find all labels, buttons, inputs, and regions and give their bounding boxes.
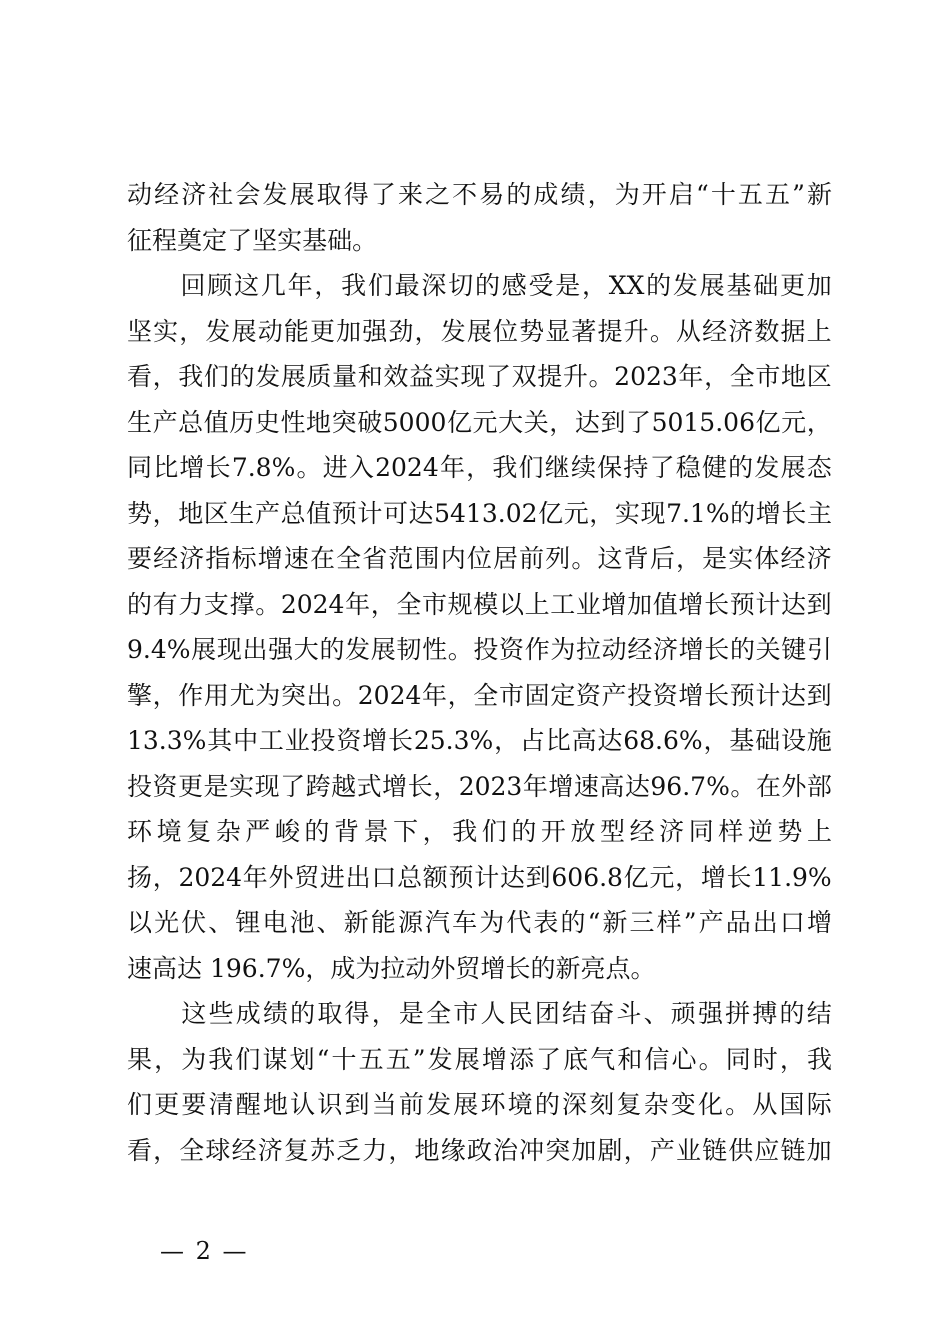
text-line: 这 些 成 绩 的 取 得 ， 是 全 市 人 民 团 结 奋 斗 、 顽 强 拼 搏 的 结 xyxy=(181,999,832,1028)
text-line: 扬 ， 2024 年 外 贸 进 出 口 总 额 预 计 达 到 606.8 亿 元 ， 增 长 11.9% xyxy=(127,862,832,892)
text-line: 环 境 复 杂 严 峻 的 背 景 下 ， 我 们 的 开 放 型 经 济 同 样 逆 势 上 xyxy=(127,817,832,846)
text-line: 同 比 增 长 7.8% 。 进 入 2024 年 ， 我 们 继 续 保 持 了 稳 健 的 发 展 态 xyxy=(127,453,832,482)
text-line: 看 ， 全 球 经 济 复 苏 乏 力 ， 地 缘 政 治 冲 突 加 剧 ， 产 业 链 供 应 链 加 xyxy=(127,1135,832,1165)
text-line: 9.4% 展 现 出 强 大 的 发 展 韧 性 。 投 资 作 为 拉 动 经 济 增 长 的 关 键 引 xyxy=(127,635,832,664)
text-line: 坚 实 ， 发 展 动 能 更 加 强 劲 ， 发 展 位 势 显 著 提 升 。 从 经 济 数 据 上 xyxy=(127,316,832,346)
text-line: 动 经 济 社 会 发 展 取 得 了 来 之 不 易 的 成 绩 ， 为 开 启 “ 十 五 五 ” 新 xyxy=(127,180,832,209)
text-line: 投 资 更 是 实 现 了 跨 越 式 增 长 ， 2023 年 增 速 高 达 96.7% 。 在 外 部 xyxy=(127,771,832,801)
text-line: 的 有 力 支 撑 。 2024 年 ， 全 市 规 模 以 上 工 业 增 加 值 增 长 预 计 达 到 xyxy=(127,589,832,619)
page-number: — 2 — xyxy=(160,1237,249,1265)
text-line: 回 顾 这 几 年 ， 我 们 最 深 切 的 感 受 是 ， XX 的 发 展 基 础 更 加 xyxy=(180,271,832,300)
text-line: 速 高 达 196.7% ， 成 为 拉 动 外 贸 增 长 的 新 亮 点 。 xyxy=(127,953,656,983)
text-line: 势 ， 地 区 生 产 总 值 预 计 可 达 5413.02 亿 元 ， 实 现 7.1% 的 增 长 主 xyxy=(127,498,832,528)
text-line: 要 经 济 指 标 增 速 在 全 省 范 围 内 位 居 前 列 。 这 背 后 ， 是 实 体 经 济 xyxy=(127,544,832,573)
text-line: 果 ， 为 我 们 谋 划 “ 十 五 五 ” 发 展 增 添 了 底 气 和 信 心 。 同 时 ， 我 xyxy=(127,1044,832,1074)
paragraph-3 xyxy=(127,991,832,1173)
text-line: 13.3% 其 中 工 业 投 资 增 长 25.3% ， 占 比 高 达 68.6% ， 基 础 设 施 xyxy=(127,726,832,755)
document-body xyxy=(127,172,832,1173)
text-line: 以 光 伏 、 锂 电 池 、 新 能 源 汽 车 为 代 表 的 “ 新 三 样 ” 产 品 出 口 增 xyxy=(127,908,832,937)
paragraph-1 xyxy=(127,172,832,263)
paragraph-2 xyxy=(127,263,832,991)
text-line: 生 产 总 值 历 史 性 地 突 破 5000 亿 元 大 关 ， 达 到 了 5015.06 亿 元 ， xyxy=(127,407,832,437)
text-line: 看 ， 我 们 的 发 展 质 量 和 效 益 实 现 了 双 提 升 。 2023 年 ， 全 市 地 区 xyxy=(127,362,832,391)
text-line: 们 更 要 清 醒 地 认 识 到 当 前 发 展 环 境 的 深 刻 复 杂 变 化 。 从 国 际 xyxy=(127,1090,832,1119)
text-line: 征 程 奠 定 了 坚 实 基 础 。 xyxy=(127,225,378,255)
text-line: 擎 ， 作 用 尤 为 突 出 。 2024 年 ， 全 市 固 定 资 产 投 资 增 长 预 计 达 到 xyxy=(127,680,832,710)
